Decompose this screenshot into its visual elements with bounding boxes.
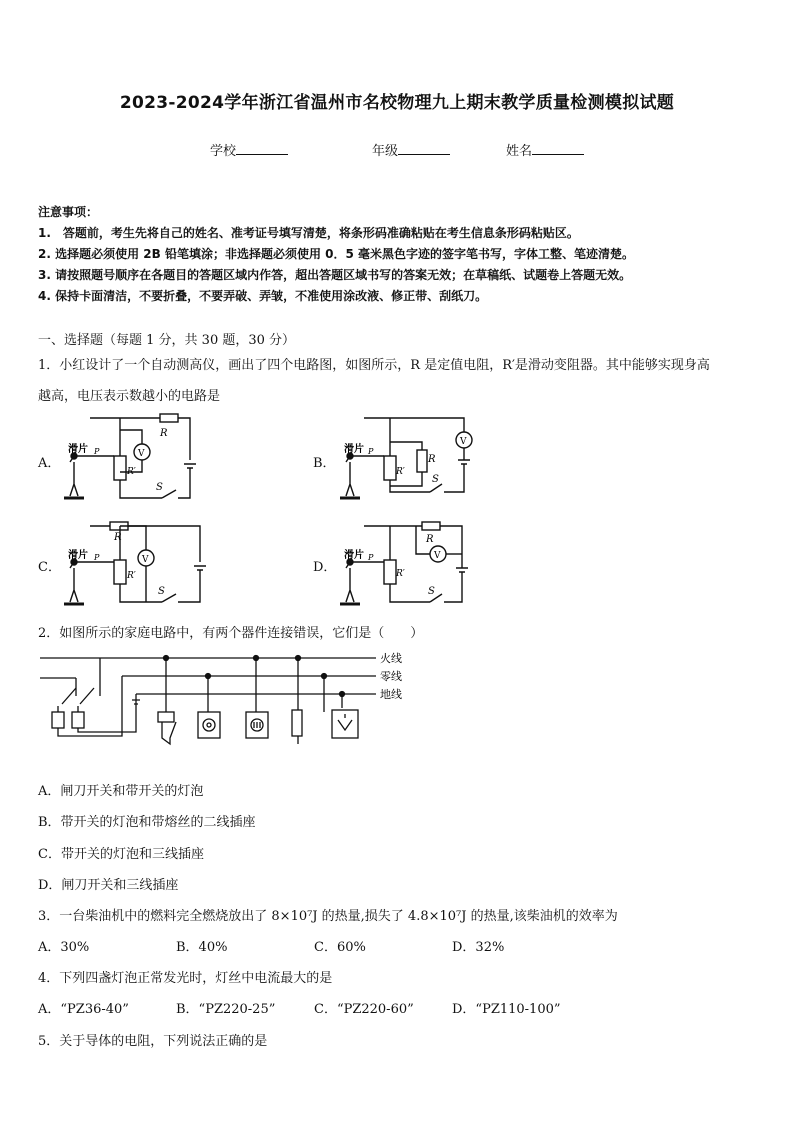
svg-text:R′: R′ [396, 467, 405, 477]
q4-option-b[interactable]: B．“PZ220-25” [176, 1002, 276, 1017]
circuit-diagram-a [60, 412, 210, 504]
page-title: 2023-2024学年浙江省温州市名校物理九上期末教学质量检测模拟试题 [119, 93, 675, 113]
notice-item: 3. 请按照题号顺序在各题目的答题区域内作答，超出答题区域书写的答案无效；在草稿纸、试题卷上答题无效。 [38, 268, 632, 282]
svg-text:滑片: 滑片 [344, 444, 364, 455]
svg-text:R: R [428, 454, 436, 465]
option-b-label[interactable]: B． [313, 456, 336, 471]
question-1-stem: 1．小红设计了一个自动测高仪，画出了四个电路图，如图所示，R 是定值电阻，R′是滑动变阻器。其中能够实现身高 [38, 358, 710, 373]
notice-item: 2. 选择题必须使用 2B 铅笔填涂；非选择题必须使用 0．5 毫米黑色字迹的签字笔书写，字体工整、笔迹清楚。 [38, 247, 634, 261]
question-3-stem: 3．一台柴油机中的燃料完全燃烧放出了 8×10⁷J 的热量,损失了 4.8×10⁷J 的热量,该柴油机的效率为 [38, 909, 618, 924]
svg-text:S: S [428, 586, 435, 597]
q2-option-d[interactable]: D．闸刀开关和三线插座 [38, 878, 179, 893]
question-2-stem: 2．如图所示的家庭电路中，有两个器件连接错误，它们是（ ） [38, 626, 424, 641]
svg-text:R: R [160, 428, 168, 439]
q4-option-c[interactable]: C．“PZ220-60” [314, 1002, 414, 1017]
circuit-diagram-c [60, 516, 210, 608]
q2-option-c[interactable]: C．带开关的灯泡和三线插座 [38, 847, 204, 862]
option-a-label[interactable]: A． [38, 456, 61, 471]
q4-option-d[interactable]: D．“PZ110-100” [452, 1002, 561, 1017]
household-circuit-diagram [36, 648, 416, 766]
q2-option-a[interactable]: A．闸刀开关和带开关的灯泡 [38, 784, 204, 799]
svg-text:P: P [368, 447, 374, 456]
circuit-diagram-b [336, 412, 476, 504]
q3-option-c[interactable]: C．60% [314, 940, 366, 955]
notice-item: 4. 保持卡面清洁，不要折叠，不要弄破、弄皱，不准使用涂改液、修正带、刮纸刀。 [38, 289, 488, 303]
svg-text:V: V [460, 437, 467, 447]
svg-text:滑片: 滑片 [68, 444, 88, 455]
svg-text:滑片: 滑片 [68, 550, 88, 561]
grade-field: 年级 [372, 140, 450, 159]
svg-text:零线: 零线 [380, 670, 402, 683]
svg-text:V: V [142, 555, 149, 565]
svg-text:R′: R′ [127, 467, 136, 477]
svg-text:R: R [114, 532, 122, 543]
question-5-stem: 5．关于导体的电阻，下列说法正确的是 [38, 1034, 268, 1049]
q2-option-b[interactable]: B．带开关的灯泡和带熔丝的二线插座 [38, 815, 256, 830]
q3-option-b[interactable]: B．40% [176, 940, 228, 955]
svg-text:S: S [432, 474, 439, 485]
svg-text:R′: R′ [396, 569, 405, 579]
question-1-stem-cont: 越高，电压表示数越小的电路是 [38, 389, 221, 404]
svg-text:P: P [94, 553, 100, 562]
q3-option-a[interactable]: A．30% [38, 940, 90, 955]
q4-option-a[interactable]: A．“PZ36-40” [38, 1002, 129, 1017]
question-4-stem: 4．下列四盏灯泡正常发光时，灯丝中电流最大的是 [38, 971, 333, 986]
svg-text:火线: 火线 [380, 652, 402, 665]
circuit-diagram-d [336, 516, 476, 608]
svg-text:R: R [426, 534, 434, 545]
svg-text:P: P [94, 447, 100, 456]
svg-text:S: S [156, 482, 163, 493]
svg-text:P: P [368, 553, 374, 562]
name-field: 姓名 [506, 140, 584, 159]
option-d-label[interactable]: D． [313, 560, 337, 575]
q3-option-d[interactable]: D．32% [452, 940, 505, 955]
svg-text:地线: 地线 [380, 688, 402, 701]
option-c-label[interactable]: C． [38, 560, 61, 575]
svg-text:R′: R′ [127, 571, 136, 581]
school-field: 学校 [210, 140, 288, 159]
svg-text:V: V [138, 449, 145, 459]
section-heading: 一、选择题（每题 1 分，共 30 题，30 分） [38, 333, 296, 348]
svg-text:滑片: 滑片 [344, 550, 364, 561]
svg-text:S: S [158, 586, 165, 597]
notice-heading: 注意事项： [38, 205, 99, 219]
svg-text:V: V [434, 551, 441, 561]
notice-item: 1. 答题前，考生先将自己的姓名、准考证号填写清楚，将条形码准确粘贴在考生信息条形码粘贴区。 [38, 226, 579, 240]
